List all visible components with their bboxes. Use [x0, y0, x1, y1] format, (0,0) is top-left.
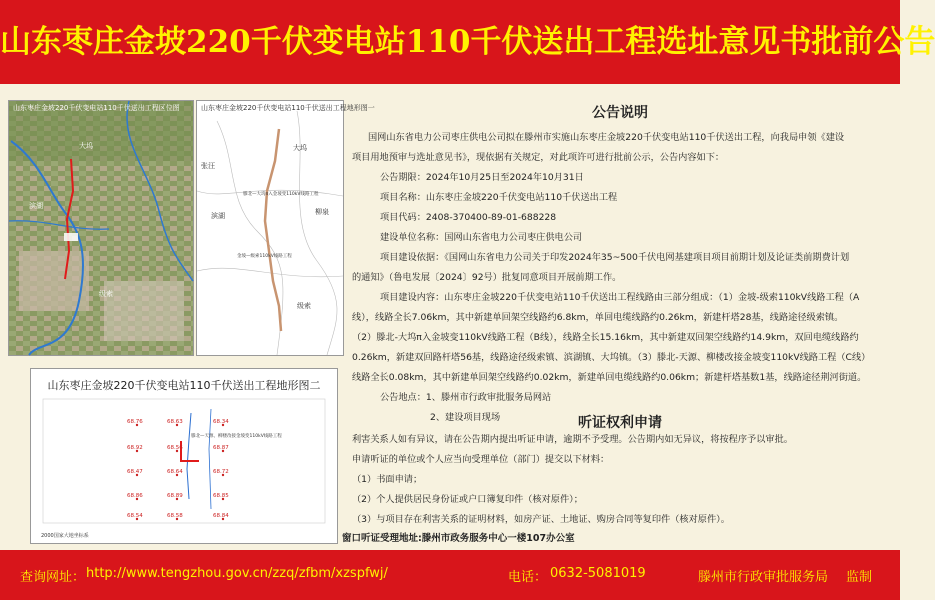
notice-line: 项目建设依据：《国网山东省电力公司关于印发2024年35~500千伏电网基建项目项目前期计划及论证类前期费计划 [380, 252, 850, 263]
location-map [8, 100, 194, 356]
elevation-label: 68.56 [167, 445, 183, 451]
website-link[interactable]: http://www.tengzhou.gov.cn/zzq/zfbm/xzspfwj/ [86, 566, 388, 581]
elevation-label: 68.85 [213, 493, 229, 499]
terrain-map-two [30, 368, 338, 544]
terrain1-label-liuquan: 柳泉 [315, 208, 329, 216]
notice-line: 项目用地预审与选址意见书》，现依据有关规定，对此项许可进行批前公示，公告内容如下： [352, 152, 725, 163]
phone-number: 0632-5081019 [550, 566, 646, 581]
notice-line: 项目建设内容：山东枣庄金坡220千伏变电站110千伏送出工程线路由三部分组成：（1）金坡-级索110kV线路工程（A [380, 292, 860, 303]
notice-paragraphs [352, 128, 888, 428]
notice-title: 公告说明 [592, 105, 648, 121]
terrain-map-two-title: 山东枣庄金坡220千伏变电站110千伏送出工程地形图二 [47, 379, 321, 392]
elevation-label: 68.76 [127, 419, 143, 425]
coordinate-system-note: 2000国家大地坐标系 [41, 533, 89, 539]
hearing-lines [352, 430, 888, 530]
map-label-binhu: 滨湖 [29, 202, 43, 210]
elevation-label: 68.58 [167, 513, 183, 519]
terrain1-label-jisuo: 级索 [297, 302, 311, 310]
hearing-line: （1）书面申请； [352, 474, 423, 485]
notice-line: （2）滕北-大坞π入金坡变110kV线路工程（B线），线路全长15.16km，其中新建双回架空线路约14.9km，双回电缆线路约 [352, 332, 859, 343]
phone-label: 电话： [508, 570, 548, 585]
terrain2-line-label: 膝北—天源、柳楼改接金坡变110kV线路工程 [191, 434, 282, 439]
elevation-label: 68.86 [127, 493, 143, 499]
notice-line: 线），线路全长7.06km，其中新建单回架空线路约6.8km，单回电缆线路约0.26km，新建杆塔28基，线路途径级索镇。 [352, 312, 844, 323]
location-map-image [9, 101, 193, 355]
elevation-label: 68.84 [213, 513, 229, 519]
hearing-title: 听证权利申请 [578, 415, 662, 431]
notice-line: 公告期限：2024年10月25日至2024年10月31日 [380, 172, 584, 183]
elevation-label: 68.87 [213, 445, 229, 451]
elevation-label: 68.64 [167, 469, 183, 475]
map-label-jisuo: 级索 [99, 290, 113, 298]
footer-banner [0, 550, 900, 600]
elevation-label: 68.63 [167, 419, 183, 425]
notice-line: 项目代码：2408-370400-89-01-688228 [380, 212, 557, 223]
website-label: 查询网址： [20, 570, 86, 585]
elevation-label: 68.89 [167, 493, 183, 499]
location-map-title: 山东枣庄金坡220千伏变电站110千伏送出工程区位图 [13, 104, 180, 112]
hearing-line: （3）与项目存在利害关系的证明材料，如房产证、土地证、购房合同等复印件（核对原件）。 [352, 514, 730, 525]
elevation-label: 68.54 [127, 513, 143, 519]
terrain1-label-dawu: 大坞 [293, 144, 307, 152]
elevation-label: 68.92 [127, 445, 143, 451]
elevation-label: 68.47 [127, 469, 143, 475]
terrain-map-one [196, 100, 375, 356]
terrain1-label-line-b: 膝北—大坞π入金坡变110kV线路工程 [243, 192, 319, 197]
notice-line: 建设单位名称：国网山东省电力公司枣庄供电公司 [380, 232, 583, 243]
hearing-line: 利害关系人如有异议，请在公告期内提出听证申请，逾期不予受理。公告期内如无异议，将按程序予以审批。 [352, 434, 793, 445]
terrain1-label-line-a: 金坡—级索110kV线路工程 [237, 254, 292, 259]
notice-line: 项目名称：山东枣庄金坡220千伏变电站110千伏送出工程 [380, 192, 618, 203]
issuing-org: 滕州市行政审批服务局 [698, 570, 829, 585]
notice-line: 的通知》（鲁电发展〔2024〕92号）批复同意项目开展前期工作。 [352, 272, 622, 283]
terrain-map-one-title: 山东枣庄金坡220千伏变电站110千伏送出工程地形图一 [201, 104, 375, 112]
header-banner [0, 0, 935, 84]
terrain-map-two-image [31, 369, 337, 543]
map-label-dawu: 大坞 [79, 142, 93, 150]
hearing-line: （2）个人提供居民身份证或户口簿复印件（核对原件）； [352, 494, 583, 505]
terrain1-label-zhangwang: 张汪 [201, 162, 215, 170]
hearing-line: 申请听证的单位或个人应当向受理单位（部门）提交以下材料： [352, 454, 610, 465]
elevation-label: 68.72 [213, 469, 229, 475]
notice-line: 0.26km，新建双回路杆塔56基，线路途径级索镇、滨湖镇、大坞镇。（3）滕北-天源、柳楼改接金坡变110kV线路工程（C线） [352, 352, 871, 363]
notice-line: 线路全长0.08km，其中新建单回架空线路约0.02km，新建单回电缆线路约0.06km；新建杆塔基数1基，线路途径荆河街道。 [352, 372, 867, 383]
notice-line: 公告地点：1、滕州市行政审批服务局网站 [380, 392, 552, 403]
hearing-address: 窗口听证受理地址:滕州市政务服务中心一楼107办公室 [342, 533, 575, 544]
notice-line: 国网山东省电力公司枣庄供电公司拟在滕州市实施山东枣庄金坡220千伏变电站110千伏送出工程，向我局申领《建设 [368, 132, 845, 143]
page-title: 山东枣庄金坡220千伏变电站110千伏送出工程选址意见书批前公告 [0, 24, 935, 60]
elevation-label: 68.34 [213, 419, 229, 425]
terrain-map-one-image [197, 101, 343, 355]
supervision-mark: 监制 [846, 570, 873, 585]
notice-line: 2、建设项目现场 [430, 412, 501, 423]
terrain1-label-binhu: 滨湖 [211, 212, 225, 220]
